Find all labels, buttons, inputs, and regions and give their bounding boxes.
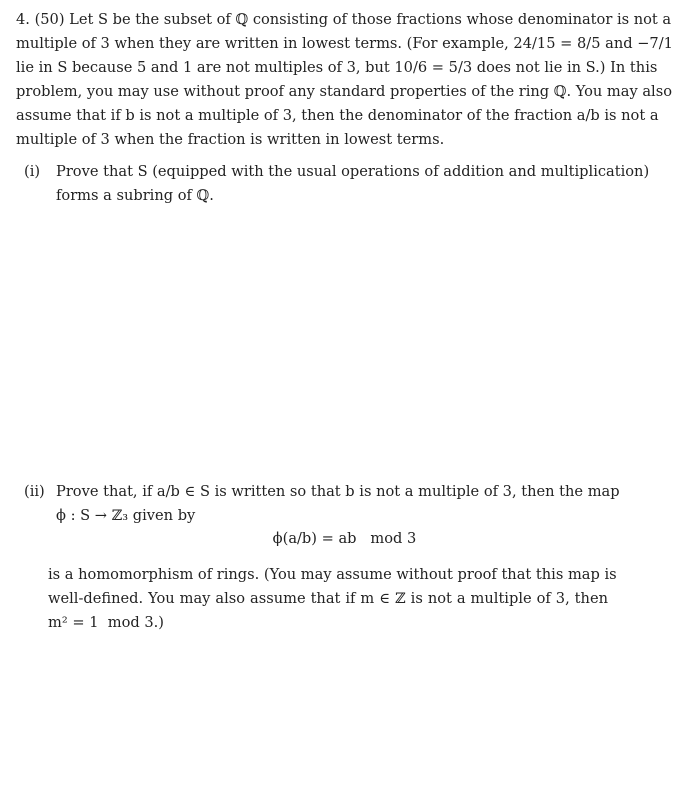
part-i-first-line xyxy=(24,160,650,184)
part-ii-first-line xyxy=(24,480,620,504)
part-i-text: Prove that S (equipped with the usual operations of addition and multiplication) xyxy=(56,163,650,180)
part-ii-after-line: m² = 1 mod 3.) xyxy=(48,614,164,631)
part-ii xyxy=(24,480,620,528)
intro-line: multiple of 3 when the fraction is written in lowest terms. xyxy=(16,131,445,148)
intro-line: assume that if b is not a multiple of 3, then the denominator of the fraction a/b is not a xyxy=(16,107,659,124)
problem-intro xyxy=(16,8,673,152)
part-i-label: (i) xyxy=(24,163,41,180)
part-ii-text: Prove that, if a/b ∈ S is written so that b is not a multiple of 3, then the map xyxy=(56,483,620,500)
intro-line: problem, you may use without proof any standard properties of the ring ℚ. You may also xyxy=(16,83,672,100)
intro-line: lie in S because 5 and 1 are not multiples of 3, but 10/6 = 5/3 does not lie in S.) In this xyxy=(16,59,658,76)
part-ii-label: (ii) xyxy=(24,483,45,500)
part-ii-text: ϕ : S → ℤ₃ given by xyxy=(56,507,196,524)
part-ii-after-line: is a homomorphism of rings. (You may assume without proof that this map is xyxy=(48,566,617,583)
part-ii-after-line: well-defined. You may also assume that if m ∈ ℤ is not a multiple of 3, then xyxy=(48,590,608,607)
part-i xyxy=(24,160,650,208)
part-ii-continuation xyxy=(48,563,617,635)
intro-line: multiple of 3 when they are written in lowest terms. (For example, 24/15 = 8/5 and −7/1 xyxy=(16,35,673,52)
homomorphism-equation: ϕ(a/b) = ab mod 3 xyxy=(272,530,417,547)
intro-line: 4. (50) Let S be the subset of ℚ consisting of those fractions whose denominator is not a xyxy=(16,11,672,28)
part-i-text: forms a subring of ℚ. xyxy=(56,187,214,204)
